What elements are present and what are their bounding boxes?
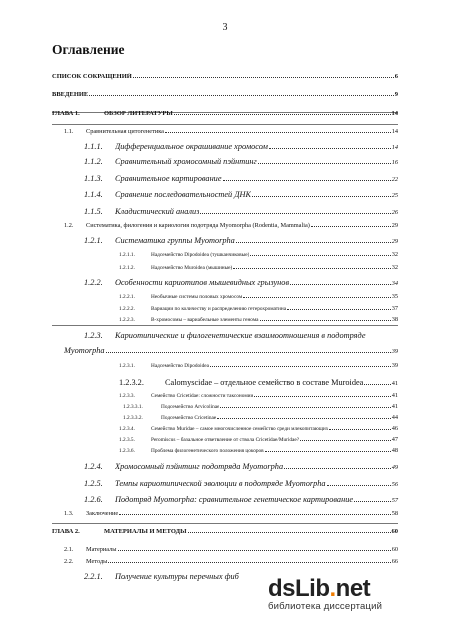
toc-entry-label: Calomyscidae – отдельное семейство в составе Muroidea bbox=[165, 378, 364, 387]
toc-entry-label: Кариотипические и филогенетические взаимоотношения в подотряде bbox=[115, 331, 366, 340]
toc-entry-number: 2.2.1. bbox=[84, 572, 103, 581]
leader-dots bbox=[106, 351, 391, 353]
toc-entry-label: Систематика группы Myomorpha bbox=[115, 236, 235, 245]
toc-entry-page: 6 bbox=[394, 73, 398, 80]
toc-entry-label: ВВЕДЕНИЕ bbox=[52, 91, 89, 98]
toc-entry-1-2-4[interactable] bbox=[84, 462, 398, 471]
toc-entry-number: 1.3. bbox=[64, 510, 74, 517]
toc-entry-introduction[interactable] bbox=[52, 91, 398, 98]
toc-entry-chapter-2[interactable] bbox=[52, 528, 398, 535]
toc-entry-label: Сравнительный хромосомный пэйнтинг bbox=[115, 157, 257, 166]
toc-entry-label: Сравнение последовательностей ДНК bbox=[115, 190, 252, 199]
separator-line bbox=[52, 124, 398, 125]
toc-entry-number: 1.2.6. bbox=[84, 495, 103, 504]
toc-entry-1-2-3-3[interactable] bbox=[119, 392, 398, 399]
toc-entry-1-3[interactable] bbox=[64, 510, 398, 517]
leader-dots bbox=[223, 179, 391, 181]
leader-dots bbox=[200, 212, 390, 214]
toc-entry-page: 16 bbox=[391, 159, 398, 166]
leader-dots bbox=[252, 195, 391, 197]
leader-dots bbox=[165, 131, 391, 133]
leader-dots bbox=[260, 319, 391, 321]
toc-entry-page: 60 bbox=[391, 546, 398, 553]
leader-dots bbox=[210, 365, 391, 367]
toc-entry-1-1[interactable] bbox=[64, 128, 398, 135]
toc-entry-1-2-2-1[interactable] bbox=[119, 293, 398, 300]
toc-entry-label: Подотряд Myomorpha: сравнительное генетическое картирование bbox=[115, 495, 354, 504]
toc-entry-page: 14 bbox=[391, 144, 398, 151]
toc-entry-1-1-4[interactable] bbox=[84, 190, 398, 199]
leader-dots bbox=[364, 383, 390, 385]
toc-entry-number: 1.2.1.2. bbox=[119, 265, 135, 271]
toc-entry-chapter-1[interactable] bbox=[52, 110, 398, 117]
leader-dots bbox=[287, 308, 391, 310]
leader-dots bbox=[327, 484, 391, 486]
toc-entry-label: Надсемейство Dipodoidea bbox=[151, 363, 209, 369]
toc-entry-1-2-3-3-1[interactable] bbox=[123, 403, 398, 410]
toc-entry-label: МАТЕРИАЛЫ И МЕТОДЫ bbox=[104, 528, 187, 535]
toc-entry-number: 1.1.5. bbox=[84, 207, 103, 216]
toc-entry-page: 47 bbox=[391, 436, 398, 443]
toc-entry-page: 26 bbox=[391, 209, 398, 216]
leader-dots bbox=[133, 76, 394, 78]
toc-entry-number: 1.2.5. bbox=[84, 479, 103, 488]
dslib-subtitle: библиотека диссертаций bbox=[268, 601, 383, 612]
toc-entry-2-2-1[interactable] bbox=[84, 572, 260, 581]
toc-entry-page: 34 bbox=[391, 280, 398, 287]
leader-dots bbox=[290, 283, 391, 285]
toc-entry-1-2-6[interactable] bbox=[84, 495, 398, 504]
toc-entry-page: 41 bbox=[391, 403, 398, 410]
toc-entry-label: Надсемейство Muroidea (мышиные) bbox=[151, 265, 233, 271]
toc-entry-1-2-3-6[interactable] bbox=[119, 447, 398, 454]
toc-entry-1-2-1-1[interactable] bbox=[119, 251, 398, 258]
toc-entry-number: 1.2.3.2. bbox=[119, 378, 144, 387]
toc-entry-1-2[interactable] bbox=[64, 222, 398, 229]
toc-entry-2-1[interactable] bbox=[64, 546, 398, 553]
toc-entry-number: 1.1.1. bbox=[84, 142, 103, 151]
toc-entry-1-2-3-continuation[interactable] bbox=[64, 346, 398, 355]
toc-entry-number: 1.2. bbox=[64, 222, 74, 229]
toc-entry-page: 22 bbox=[391, 176, 398, 183]
toc-entry-label: Хромосомный пэйнтинг подотряда Myomorpha bbox=[115, 462, 284, 471]
toc-entry-1-2-5[interactable] bbox=[84, 479, 398, 488]
toc-entry-page: 49 bbox=[391, 464, 398, 471]
toc-entry-1-1-5[interactable] bbox=[84, 207, 398, 216]
toc-entry-page: 38 bbox=[391, 316, 398, 323]
toc-entry-page: 57 bbox=[391, 497, 398, 504]
leader-dots bbox=[354, 500, 391, 502]
toc-entry-label: Темпы кариотипической эволюции в подотряде Myomorpha bbox=[115, 479, 326, 488]
toc-entry-page: 14 bbox=[391, 128, 398, 135]
toc-entry-page: 39 bbox=[391, 362, 398, 369]
toc-entry-page: 46 bbox=[391, 425, 398, 432]
toc-entry-page: 60 bbox=[391, 528, 398, 535]
toc-entry-page: 48 bbox=[391, 447, 398, 454]
toc-entry-abbreviations[interactable] bbox=[52, 73, 398, 80]
leader-dots bbox=[233, 267, 390, 269]
toc-entry-number: 1.1.2. bbox=[84, 157, 103, 166]
leader-dots bbox=[243, 296, 390, 298]
toc-entry-page: 39 bbox=[391, 348, 398, 355]
toc-entry-page: 66 bbox=[391, 558, 398, 565]
toc-entry-page: 41 bbox=[391, 392, 398, 399]
toc-entry-label: Подсемейство Arvicolinae bbox=[161, 404, 220, 410]
toc-entry-label: Семейство Cricetidae: сложности таксономии bbox=[151, 393, 254, 399]
toc-entry-number: 1.1. bbox=[64, 128, 74, 135]
toc-entry-number: ГЛАВА 2. bbox=[52, 528, 80, 535]
toc-entry-number: 1.2.3.6. bbox=[119, 448, 135, 454]
leader-dots bbox=[254, 395, 390, 397]
toc-entry-1-2-3-1[interactable] bbox=[119, 362, 398, 369]
toc-entry-2-2[interactable] bbox=[64, 558, 398, 565]
toc-entry-number: 1.2.4. bbox=[84, 462, 103, 471]
toc-entry-number: 1.2.1.1. bbox=[119, 252, 135, 258]
toc-entry-number: 1.2.3.3.1. bbox=[123, 404, 143, 410]
leader-dots bbox=[118, 549, 391, 551]
separator-line bbox=[52, 325, 398, 326]
toc-entry-number: 1.2.3. bbox=[84, 331, 103, 340]
toc-entry-1-2-3-5[interactable] bbox=[119, 436, 398, 443]
toc-entry-1-2-1[interactable] bbox=[84, 236, 398, 245]
leader-dots bbox=[89, 94, 393, 96]
toc-entry-1-2-1-2[interactable] bbox=[119, 264, 398, 271]
leader-dots bbox=[217, 417, 391, 419]
toc-entry-1-2-3-4[interactable] bbox=[119, 425, 398, 432]
toc-entry-page: 29 bbox=[391, 222, 398, 229]
toc-entry-label: Myomorpha bbox=[64, 346, 105, 355]
toc-entry-label: Материалы bbox=[86, 546, 117, 553]
dslib-logo: dsLib.net bbox=[268, 575, 371, 602]
toc-entry-page: 44 bbox=[391, 414, 398, 421]
toc-entry-1-2-2-2[interactable] bbox=[119, 305, 398, 312]
toc-entry-number: 1.1.3. bbox=[84, 174, 103, 183]
toc-entry-label: Получение культуры перечных фиб bbox=[115, 572, 239, 581]
toc-entry-label: ОБЗОР ЛИТЕРАТУРЫ bbox=[104, 110, 173, 117]
toc-entry-number: 1.2.2.3. bbox=[119, 317, 135, 323]
leader-dots bbox=[311, 225, 391, 227]
page-number: 3 bbox=[222, 22, 228, 33]
toc-entry-1-2-3-3-2[interactable] bbox=[123, 414, 398, 421]
leader-dots bbox=[258, 162, 391, 164]
toc-entry-number: 1.2.2.1. bbox=[119, 294, 135, 300]
toc-entry-1-2-2-3[interactable] bbox=[119, 316, 398, 323]
toc-entry-number: ГЛАВА 1. bbox=[52, 110, 80, 117]
leader-dots bbox=[188, 531, 391, 533]
toc-entry-page: 41 bbox=[391, 380, 398, 387]
leader-dots bbox=[220, 406, 390, 408]
leader-dots bbox=[250, 254, 390, 256]
toc-entry-page: 32 bbox=[391, 251, 398, 258]
leader-dots bbox=[300, 439, 391, 441]
toc-entry-number: 1.1.4. bbox=[84, 190, 103, 199]
toc-entry-label: Надсемейство Dipodoidea (тушканчиковые) bbox=[151, 252, 250, 258]
toc-entry-1-2-3[interactable] bbox=[84, 331, 398, 340]
toc-entry-label: Семейство Muridae – самое многочисленное семейство среди млекопитающих bbox=[151, 426, 329, 432]
toc-entry-page: 14 bbox=[391, 110, 398, 117]
toc-entry-number: 1.2.1. bbox=[84, 236, 103, 245]
toc-entry-label: СПИСОК СОКРАЩЕНИЙ bbox=[52, 73, 132, 80]
toc-entry-page: 58 bbox=[391, 510, 398, 517]
toc-entry-number: 1.2.3.4. bbox=[119, 426, 135, 432]
toc-heading: Оглавление bbox=[52, 42, 125, 57]
toc-entry-page: 29 bbox=[391, 238, 398, 245]
leader-dots bbox=[236, 241, 391, 243]
toc-entry-1-1-1[interactable] bbox=[84, 142, 398, 151]
toc-entry-label: Сравнительная цитогенетика bbox=[86, 128, 164, 135]
toc-entry-label: Методы bbox=[86, 558, 108, 565]
toc-entry-page: 37 bbox=[391, 305, 398, 312]
toc-entry-label: Проблема филогенетического положения цокоров bbox=[151, 448, 264, 454]
toc-entry-label: Заключение bbox=[86, 510, 119, 517]
toc-entry-number: 1.2.2.2. bbox=[119, 306, 135, 312]
toc-entry-number: 1.2.3.1. bbox=[119, 363, 135, 369]
toc-entry-label: Систематика, филогения и кариология подотряда Myomorpha (Rodentia, Mammalia) bbox=[86, 222, 310, 229]
dslib-watermark[interactable] bbox=[268, 575, 443, 612]
toc-entry-number: 1.2.3.3. bbox=[119, 393, 135, 399]
toc-entry-label: Особенности кариотипов мышевидных грызунов bbox=[115, 278, 290, 287]
toc-entry-label: Подсемейство Cricetinae bbox=[161, 415, 217, 421]
toc-entry-page: 35 bbox=[391, 293, 398, 300]
leader-dots bbox=[329, 428, 390, 430]
leader-dots bbox=[119, 513, 391, 515]
toc-entry-1-1-3[interactable] bbox=[84, 174, 398, 183]
leader-dots bbox=[269, 147, 391, 149]
leader-dots bbox=[284, 467, 391, 469]
leader-dots bbox=[174, 113, 391, 115]
toc-entry-number: 1.2.3.3.2. bbox=[123, 415, 143, 421]
toc-entry-number: 1.2.2. bbox=[84, 278, 103, 287]
toc-entry-label: Дифференциальное окрашивание хромосом bbox=[115, 142, 268, 151]
toc-entry-page: 56 bbox=[391, 481, 398, 488]
toc-entry-1-2-3-2[interactable] bbox=[119, 378, 398, 387]
toc-entry-number: 1.2.3.5. bbox=[119, 437, 135, 443]
toc-entry-label: Сравнительное картирование bbox=[115, 174, 222, 183]
toc-entry-label: Вариации по количеству и распределению гетерохроматина bbox=[151, 306, 287, 312]
separator-line bbox=[52, 523, 398, 524]
toc-entry-page: 32 bbox=[391, 264, 398, 271]
toc-entry-label: В-хромосомы – вариабельные элементы генома bbox=[151, 317, 259, 323]
toc-entry-number: 2.1. bbox=[64, 546, 74, 553]
toc-entry-label: Кладистический анализ bbox=[115, 207, 200, 216]
toc-entry-label: Peromiscus – базальное ответвление от ствола Cricetidae/Muridae? bbox=[151, 437, 300, 443]
toc-entry-1-2-2[interactable] bbox=[84, 278, 398, 287]
toc-entry-1-1-2[interactable] bbox=[84, 157, 398, 166]
toc-entry-label: Необычные системы половых хромосом bbox=[151, 294, 243, 300]
toc-entry-number: 2.2. bbox=[64, 558, 74, 565]
toc-entry-page: 25 bbox=[391, 192, 398, 199]
toc-entry-page: 9 bbox=[394, 91, 398, 98]
leader-dots bbox=[108, 561, 390, 563]
leader-dots bbox=[265, 450, 391, 452]
